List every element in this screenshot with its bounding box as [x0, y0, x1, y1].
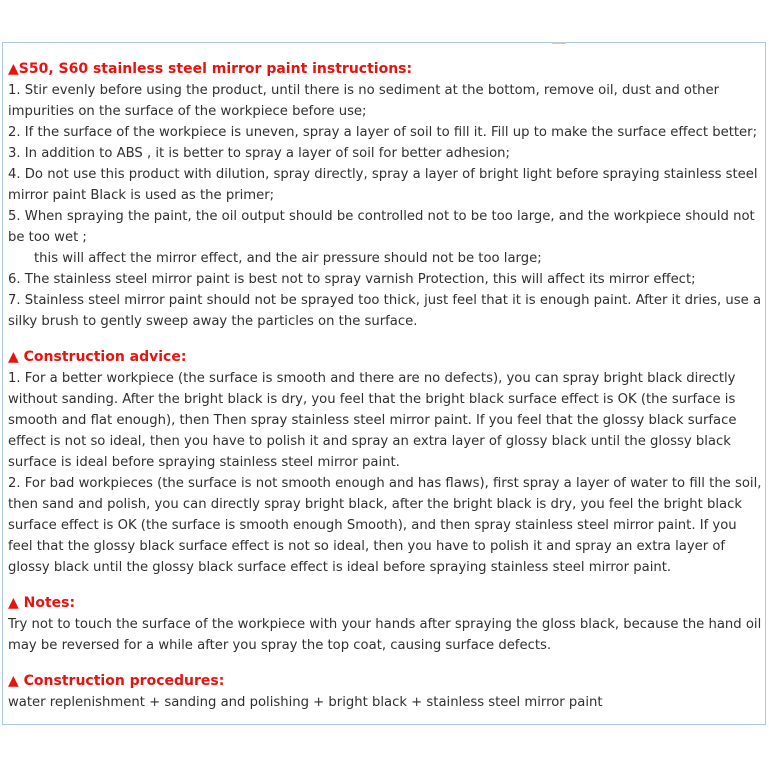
notes-text: Try not to touch the surface of the workpiece with your hands after spraying the gloss black, because the hand oil may be reversed for a while after you spray the top coat, causing surface defects. [8, 617, 762, 653]
advice-heading: ▲ Construction advice: [8, 349, 187, 365]
instruction-item: 5. When spraying the paint, the oil output should be controlled not to be too large, and the workpiece should not be too wet ; [8, 209, 755, 245]
advice-item: 1. For a better workpiece (the surface is smooth and there are no defects), you can spray bright black directly without sanding. After the bright black is dry, you feel that the bright black surface effect is OK (the surface is smooth and flat enough), then Then spray stainless steel mirror paint. If you feel that the glossy black surface effect is not so ideal, then you have to polish it and spray an extra layer of glossy black until the glossy black surface is ideal before spraying stainless steel mirror paint. [8, 371, 737, 470]
procedures-heading: ▲ Construction procedures: [8, 673, 225, 689]
instruction-item: 7. Stainless steel mirror paint should not be sprayed too thick, just feel that it is enough paint. After it dries, use a silky brush to gently sweep away the particles on the surface. [8, 293, 762, 329]
notes-section [8, 593, 762, 656]
procedures-text: water replenishment + sanding and polishing + bright black + stainless steel mirror paint [8, 695, 603, 710]
procedures-section [8, 671, 762, 713]
instructions-section [8, 59, 762, 332]
warning-triangle-icon: ▲ [8, 349, 19, 365]
instructions-heading: ▲S50, S60 stainless steel mirror paint instructions: [8, 61, 413, 77]
warning-triangle-icon: ▲ [8, 61, 19, 77]
instructions-document [8, 59, 762, 713]
instruction-item: 6. The stainless steel mirror paint is best not to spray varnish Protection, this will affect its mirror effect; [8, 272, 696, 287]
notes-heading: ▲ Notes: [8, 595, 76, 611]
instruction-item: 3. In addition to ABS , it is better to spray a layer of soil for better adhesion; [8, 146, 510, 161]
instruction-item: 4. Do not use this product with dilution, spray directly, spray a layer of bright light before spraying stainless steel mirror paint Black is used as the primer; [8, 167, 758, 203]
instruction-item: 2. If the surface of the workpiece is uneven, spray a layer of soil to fill it. Fill up to make the surface effect better; [8, 125, 758, 140]
instruction-item: 1. Stir evenly before using the product, until there is no sediment at the bottom, remove oil, dust and other impurities on the surface of the workpiece before use; [8, 83, 720, 119]
advice-section [8, 347, 762, 578]
instruction-item-continuation: this will affect the mirror effect, and the air pressure should not be too large; [34, 251, 542, 266]
decorative-mark [552, 42, 566, 44]
warning-triangle-icon: ▲ [8, 595, 19, 611]
warning-triangle-icon: ▲ [8, 673, 19, 689]
advice-item: 2. For bad workpieces (the surface is not smooth enough and has flaws), first spray a layer of water to fill the soil, then sand and polish, you can directly spray bright black, after the bright black is dry, you feel the bright black surface effect is OK (the surface is smooth enough Smooth), and then spray stainless steel mirror paint. If you feel that the glossy black surface effect is not so ideal, then you have to polish it and spray an extra layer of glossy black until the glossy black surface effect is ideal before spraying stainless steel mirror paint. [8, 476, 762, 575]
